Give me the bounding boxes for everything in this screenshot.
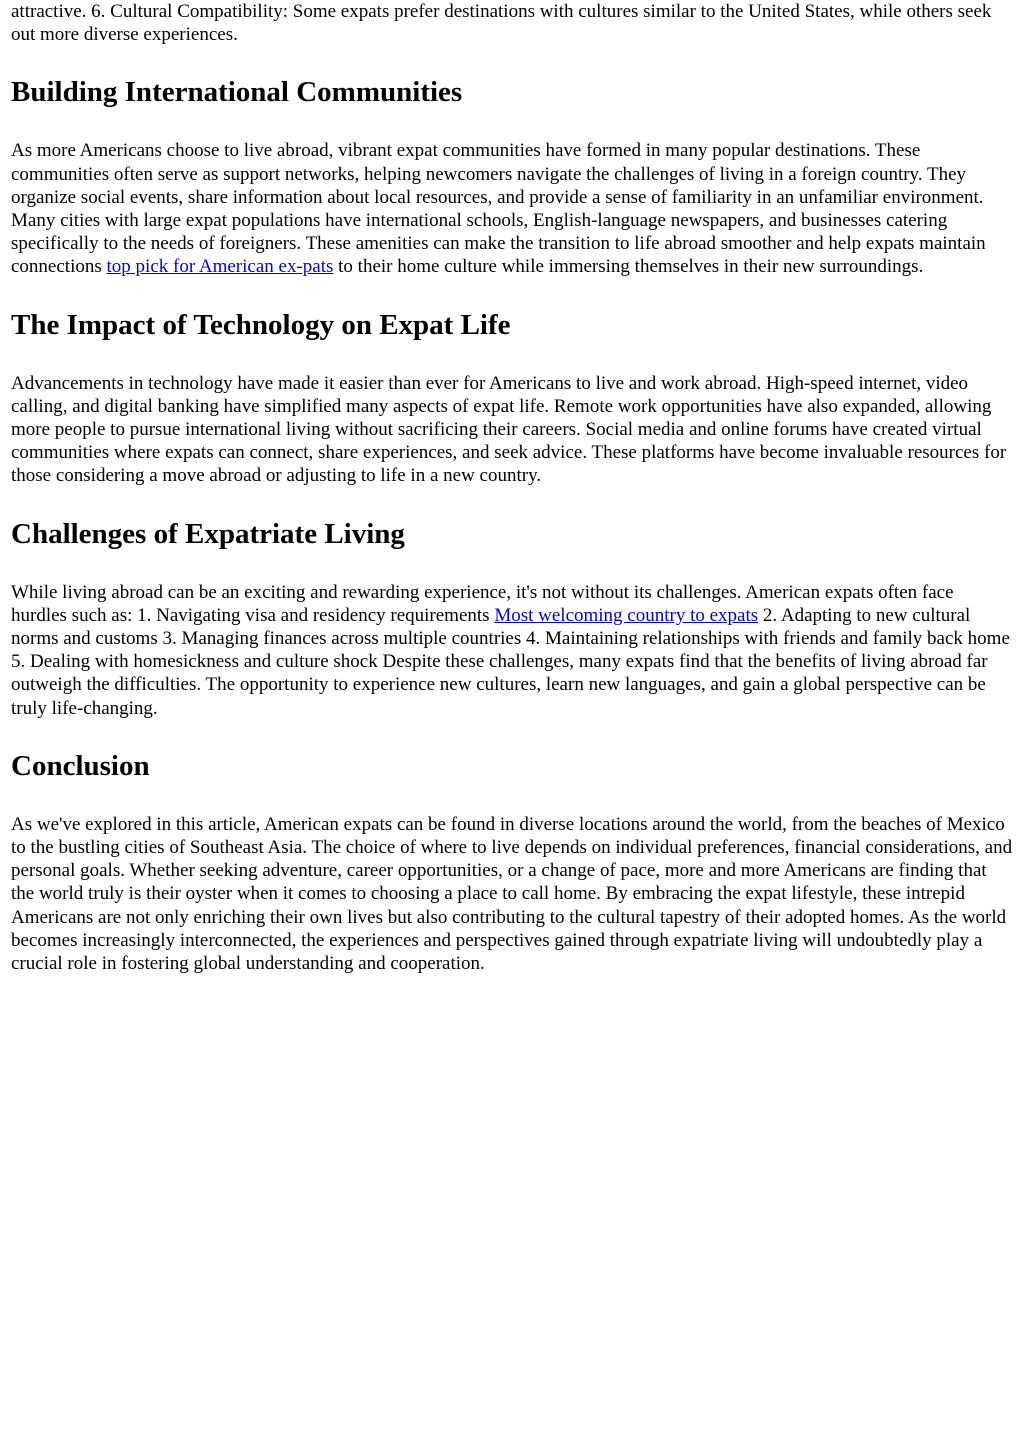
section-paragraph bbox=[11, 581, 1013, 720]
intro-paragraph: attractive. 6. Cultural Compatibility: Some expats prefer destinations with cultures similar to the United States, while others seek out more diverse experiences. bbox=[11, 1, 992, 46]
section-building-communities bbox=[11, 75, 1013, 278]
section-heading: The Impact of Technology on Expat Life bbox=[11, 308, 511, 341]
section-heading: Building International Communities bbox=[11, 76, 463, 109]
paragraph-text: to their home culture while immersing themselves in their new surroundings. bbox=[333, 256, 924, 278]
section-paragraph bbox=[11, 139, 1013, 278]
top-pick-link[interactable]: top pick for American ex-pats bbox=[106, 256, 334, 278]
section-heading: Challenges of Expatriate Living bbox=[11, 517, 405, 550]
paragraph-text: 2. Adapting to new cultural norms and customs 3. Managing finances across multiple countries 4. Maintaining relationships with friends and family back home 5. Dealing with homesickness and culture shock Despite these challenges, many expats find that the benefits of living abroad far outweigh the difficulties. The opportunity to experience new cultures, learn new languages, and gain a global perspective can be truly life-changing. bbox=[11, 604, 1010, 719]
paragraph-text: While living abroad can be an exciting and rewarding experience, it's not without its challenges. American expats often face hurdles such as: 1. Navigating visa and residency requirements bbox=[11, 581, 954, 626]
section-heading: Conclusion bbox=[11, 749, 150, 782]
welcoming-country-link[interactable]: Most welcoming country to expats bbox=[494, 604, 759, 626]
section-paragraph: Advancements in technology have made it easier than ever for Americans to live and work abroad. High-speed internet, video calling, and digital banking have simplified many aspects of expat life. Remote work opportunities have also expanded, allowing more people to pursue international living without sacrificing their careers. Social media and online forums have created virtual communities where expats can connect, share experiences, and seek advice. These platforms have become invaluable resources for those considering a move abroad or adjusting to life in a new country. bbox=[11, 372, 1007, 487]
section-conclusion bbox=[11, 749, 1013, 975]
section-technology bbox=[11, 308, 1013, 488]
section-challenges bbox=[11, 517, 1013, 720]
section-paragraph: As we've explored in this article, American expats can be found in diverse locations around the world, from the beaches of Mexico to the bustling cities of Southeast Asia. The choice of where to live depends on individual preferences, financial considerations, and personal goals. Whether seeking adventure, career opportunities, or a change of pace, more and more Americans are finding that the world truly is their oyster when it comes to choosing a place to call home. By embracing the expat lifestyle, these intrepid Americans are not only enriching their own lives but also contributing to the cultural tapestry of their adopted homes. As the world becomes increasingly interconnected, the experiences and perspectives gained through expatriate living will undoubtedly play a crucial role in fostering global understanding and cooperation. bbox=[11, 813, 1013, 975]
paragraph-text: As more Americans choose to live abroad, vibrant expat communities have formed in many popular destinations. These communities often serve as support networks, helping newcomers navigate the challenges of living in a foreign country. They organize social events, share information about local resources, and provide a sense of familiarity in an unfamiliar environment. Many cities with large expat populations have international schools, English-language newspapers, and businesses catering specifically to the needs of foreigners. These amenities can make the transition to life abroad smoother and help expats maintain connections bbox=[11, 140, 986, 278]
